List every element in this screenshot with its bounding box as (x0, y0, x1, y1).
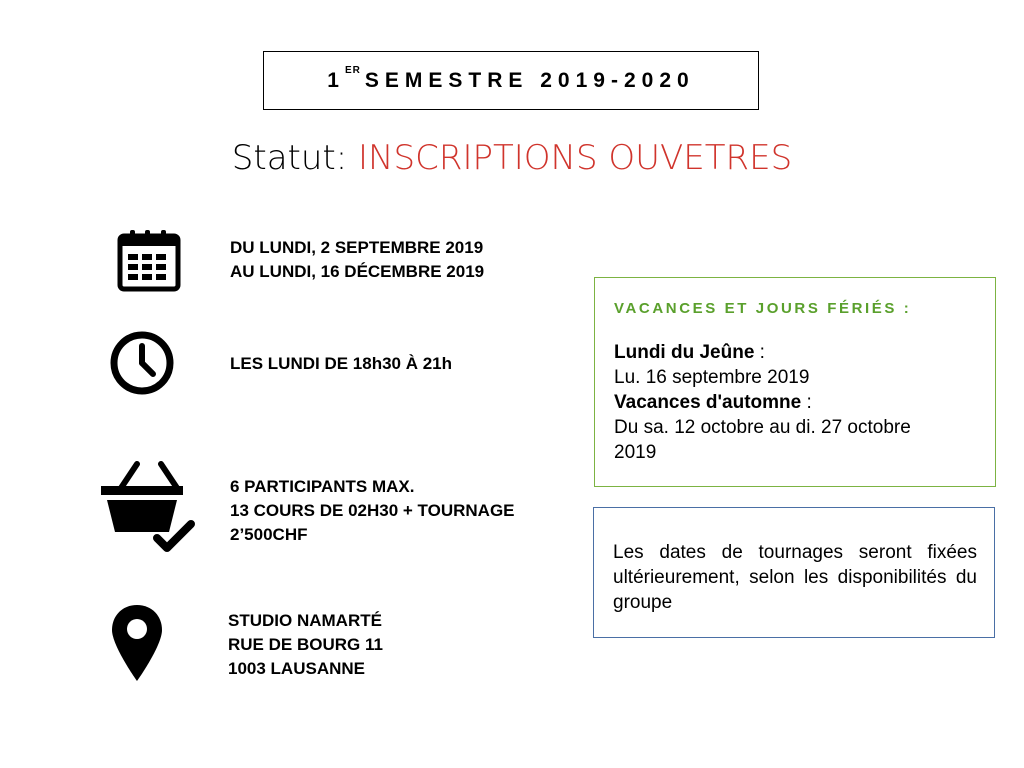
shooting-note-text: Les dates de tournages seront fixées ultérieurement, selon les disponibilités du groupe (613, 542, 977, 613)
shooting-note-box (593, 507, 995, 638)
holidays-list (614, 340, 911, 465)
location-line-3: 1003 LAUSANNE (228, 659, 365, 678)
holiday-1-date: Lu. 16 septembre 2019 (614, 367, 810, 388)
semester-title-box (263, 51, 759, 110)
location-info (228, 609, 383, 681)
dates-line-2: AU LUNDI, 16 DÉCEMBRE 2019 (230, 262, 485, 281)
clock-icon (109, 330, 175, 396)
status-value: INSCRIPTIONS OUVETRES (358, 138, 793, 178)
offer-line-2: 13 COURS DE 02H30 + TOURNAGE (230, 501, 515, 520)
title-number: 1 (327, 68, 345, 92)
offer-info (230, 475, 515, 547)
holiday-2-date-line-2: 2019 (614, 442, 657, 463)
holiday-item-1 (614, 340, 911, 365)
offer-line-1: 6 PARTICIPANTS MAX. (230, 477, 415, 496)
title-superscript: ER (344, 64, 361, 76)
schedule-info (230, 352, 452, 376)
dates-line-1: DU LUNDI, 2 SEPTEMBRE 2019 (230, 238, 484, 257)
title-text: SEMESTRE 2019-2020 (364, 68, 695, 92)
basket-check-icon (99, 460, 199, 556)
offer-line-3: 2’500CHF (230, 525, 308, 544)
holiday-1-name: Lundi du Jeûne (614, 342, 755, 363)
status-line (0, 138, 1024, 178)
dates-info (230, 236, 484, 284)
holiday-2-date-line-1: Du sa. 12 octobre au di. 27 octobre (614, 417, 911, 438)
holidays-box (594, 277, 996, 487)
status-label: Statut: (231, 138, 348, 178)
holiday-item-2 (614, 390, 911, 415)
calendar-icon (114, 228, 184, 292)
schedule-line-1: LES LUNDI DE 18h30 À 21h (230, 354, 453, 373)
map-pin-icon (110, 603, 164, 683)
semester-title (327, 64, 695, 93)
location-line-2: RUE DE BOURG 11 (228, 635, 383, 654)
holiday-2-sep: : (801, 392, 812, 413)
holiday-2-name: Vacances d'automne (614, 392, 802, 413)
location-line-1: STUDIO NAMARTÉ (228, 611, 382, 630)
holiday-1-sep: : (754, 342, 765, 363)
holidays-title: VACANCES ET JOURS FÉRIÉS : (614, 300, 912, 317)
